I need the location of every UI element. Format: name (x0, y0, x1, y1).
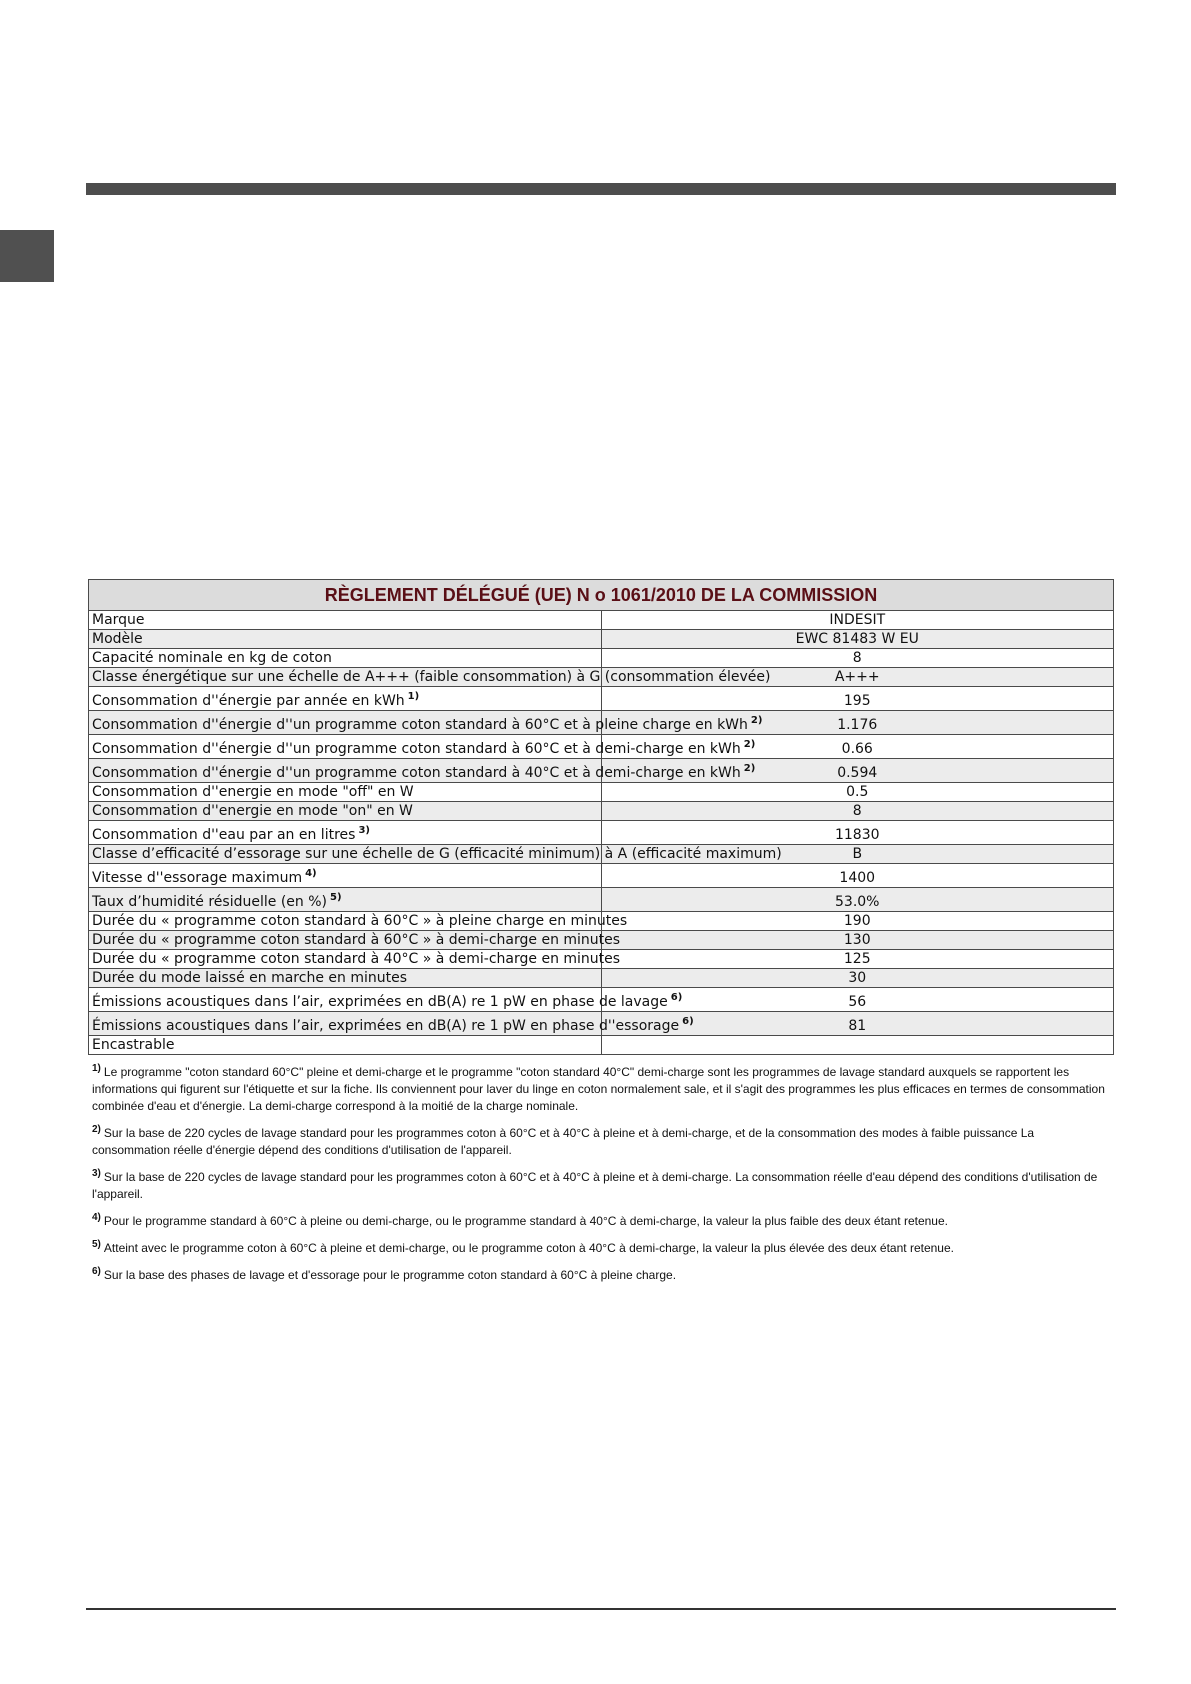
bottom-rule (86, 1608, 1116, 1610)
spec-value: B (601, 845, 1114, 864)
spec-label-text: Marque (92, 611, 145, 628)
spec-value: 195 (601, 687, 1114, 711)
spec-table-body (89, 611, 1114, 1055)
spec-label-text: Durée du mode laissé en marche en minutes (92, 969, 407, 986)
footnote-number: 4) (92, 1212, 101, 1223)
spec-value: A+++ (601, 668, 1114, 687)
table-row (89, 864, 1114, 888)
spec-value: 30 (601, 969, 1114, 988)
spec-value: 56 (601, 988, 1114, 1012)
spec-label (89, 611, 602, 630)
table-title: RÈGLEMENT DÉLÉGUÉ (UE) N o 1061/2010 DE LA COMMISSION (89, 580, 1114, 611)
spec-label-text: Modèle (92, 630, 143, 647)
footnote (92, 1169, 1114, 1203)
spec-value: 130 (601, 931, 1114, 950)
spec-label-text: Consommation d''énergie par année en kWh (92, 693, 405, 709)
footnote-number: 2) (92, 1124, 101, 1135)
footnote (92, 1064, 1114, 1115)
footnote-ref: 3) (358, 825, 370, 836)
spec-label (89, 649, 602, 668)
table-row (89, 888, 1114, 912)
footnote-ref: 6) (682, 1016, 694, 1027)
footnotes (92, 1064, 1114, 1294)
footnote (92, 1213, 1114, 1230)
table-row (89, 687, 1114, 711)
spec-label-text: Taux d’humidité résiduelle (en %) (92, 894, 327, 910)
footnote-text: Sur la base des phases de lavage et d'essorage pour le programme coton standard à 60°C à pleine charge. (103, 1268, 677, 1282)
spec-label (89, 950, 621, 969)
spec-label (89, 687, 602, 711)
table-row (89, 759, 1114, 783)
table-row (89, 668, 1114, 687)
footnote-number: 3) (92, 1168, 101, 1179)
spec-value: 0.594 (601, 759, 1114, 783)
spec-value: 1400 (601, 864, 1114, 888)
spec-value: EWC 81483 W EU (601, 630, 1114, 649)
spec-label (89, 888, 602, 912)
spec-label-text: Classe d’efficacité d’essorage sur une échelle de G (efficacité minimum) à A (efficacité maximum) (92, 845, 782, 862)
footnote-text: Sur la base de 220 cycles de lavage standard pour les programmes coton à 60°C et à 40°C à pleine et à demi-charge, et de la consommation des modes à faible puissance La consommation réelle d'énergie dépend des conditions d'utilisation de l'appareil. (92, 1126, 1035, 1157)
spec-value: INDESIT (601, 611, 1114, 630)
table-row (89, 802, 1114, 821)
spec-label-text: Capacité nominale en kg de coton (92, 649, 332, 666)
spec-label-text: Classe énergétique sur une échelle de A+++ (faible consommation) à G (consommation élevée) (92, 668, 771, 685)
spec-label-text: Consommation d''énergie d''un programme coton standard à 40°C et à demi-charge en kWh (92, 765, 741, 781)
footnote (92, 1125, 1114, 1159)
spec-label (89, 912, 628, 931)
spec-value: 125 (601, 950, 1114, 969)
footnote-ref: 6) (670, 992, 683, 1003)
spec-label (89, 988, 683, 1012)
table-row (89, 845, 1114, 864)
table-row (89, 1036, 1114, 1055)
footnote-text: Atteint avec le programme coton à 60°C à pleine et demi-charge, ou le programme coton à 40°C à demi-charge, la valeur la plus élevée des deux étant retenue. (103, 1241, 954, 1255)
footnote (92, 1240, 1114, 1257)
table-row (89, 969, 1114, 988)
spec-label-text: Émissions acoustiques dans l’air, exprimées en dB(A) re 1 pW en phase de lavage (92, 994, 668, 1010)
table-row (89, 735, 1114, 759)
spec-value: 1.176 (601, 711, 1114, 735)
spec-label (89, 969, 602, 988)
spec-value: 53.0% (601, 888, 1114, 912)
spec-value: 8 (601, 802, 1114, 821)
spec-value: 8 (601, 649, 1114, 668)
footnote-ref: 2) (750, 715, 763, 726)
footnote-ref: 1) (407, 691, 420, 702)
spec-label-text: Consommation d''energie en mode "off" en W (92, 783, 414, 800)
spec-label (89, 931, 621, 950)
spec-label (89, 821, 602, 845)
table-row (89, 988, 1114, 1012)
table-row (89, 1012, 1114, 1036)
table-row (89, 912, 1114, 931)
spec-label (89, 668, 771, 687)
spec-label (89, 1012, 694, 1036)
energy-spec-table (88, 579, 1114, 1055)
footnote-number: 6) (92, 1266, 101, 1277)
spec-label-text: Consommation d''énergie d''un programme coton standard à 60°C et à demi-charge en kWh (92, 741, 741, 757)
footnote-ref: 2) (743, 763, 756, 774)
spec-value: 0.5 (601, 783, 1114, 802)
table-row (89, 711, 1114, 735)
spec-label-text: Durée du « programme coton standard à 60°C » à pleine charge en minutes (92, 912, 628, 929)
spec-label (89, 630, 602, 649)
table-row (89, 950, 1114, 969)
spec-label (89, 759, 756, 783)
footnote-number: 1) (92, 1063, 101, 1074)
table-row (89, 931, 1114, 950)
footnote-ref: 2) (743, 739, 756, 750)
table-row (89, 783, 1114, 802)
footnote-text: Sur la base de 220 cycles de lavage standard pour les programmes coton à 60°C et à 40°C à pleine et à demi-charge. La consommation réelle d'eau dépend des conditions d'utilisation de l'appareil. (92, 1170, 1098, 1201)
spec-label-text: Émissions acoustiques dans l’air, exprimées en dB(A) re 1 pW en phase d''essorage (92, 1018, 680, 1034)
spec-label (89, 711, 763, 735)
table-row (89, 649, 1114, 668)
spec-label-text: Durée du « programme coton standard à 40°C » à demi-charge en minutes (92, 950, 621, 967)
spec-value: 0.66 (601, 735, 1114, 759)
spec-value (601, 1036, 1114, 1055)
spec-value: 81 (601, 1012, 1114, 1036)
footnote (92, 1267, 1114, 1284)
top-header-bar (86, 183, 1116, 195)
side-language-tab (0, 230, 54, 282)
footnote-ref: 4) (305, 868, 317, 879)
spec-label-text: Durée du « programme coton standard à 60°C » à demi-charge en minutes (92, 931, 621, 948)
footnote-ref: 5) (330, 892, 342, 903)
spec-label (89, 783, 602, 802)
spec-label (89, 864, 602, 888)
footnote-text: Pour le programme standard à 60°C à pleine ou demi-charge, ou le programme standard à 40°C à demi-charge, la valeur la plus faible des deux étant retenue. (103, 1214, 948, 1228)
spec-label-text: Consommation d''eau par an en litres (92, 827, 356, 843)
table-row (89, 630, 1114, 649)
spec-value: 190 (601, 912, 1114, 931)
spec-label-text: Vitesse d''essorage maximum (92, 870, 303, 886)
table-row (89, 821, 1114, 845)
spec-label-text: Consommation d''energie en mode "on" en W (92, 802, 413, 819)
table-row (89, 611, 1114, 630)
spec-label (89, 1036, 602, 1055)
spec-label (89, 735, 756, 759)
footnote-number: 5) (92, 1239, 101, 1250)
spec-value: 11830 (601, 821, 1114, 845)
spec-label-text: Consommation d''énergie d''un programme coton standard à 60°C et à pleine charge en kWh (92, 717, 748, 733)
spec-label (89, 802, 602, 821)
spec-label (89, 845, 782, 864)
footnote-text: Le programme "coton standard 60°C" pleine et demi-charge et le programme "coton standard 40°C" demi-charge sont les programmes de lavage standard auxquels se rapportent les informations qui figurent sur l'étiquette et sur la fiche. Ils conviennent pour laver du linge en coton normalement sale, et il s'agit des programmes les plus efficaces en termes de consommation combinée d'eau et d'énergie. La demi-charge correspond à la moitié de la charge nominale. (92, 1065, 1105, 1113)
spec-label-text: Encastrable (92, 1036, 175, 1053)
